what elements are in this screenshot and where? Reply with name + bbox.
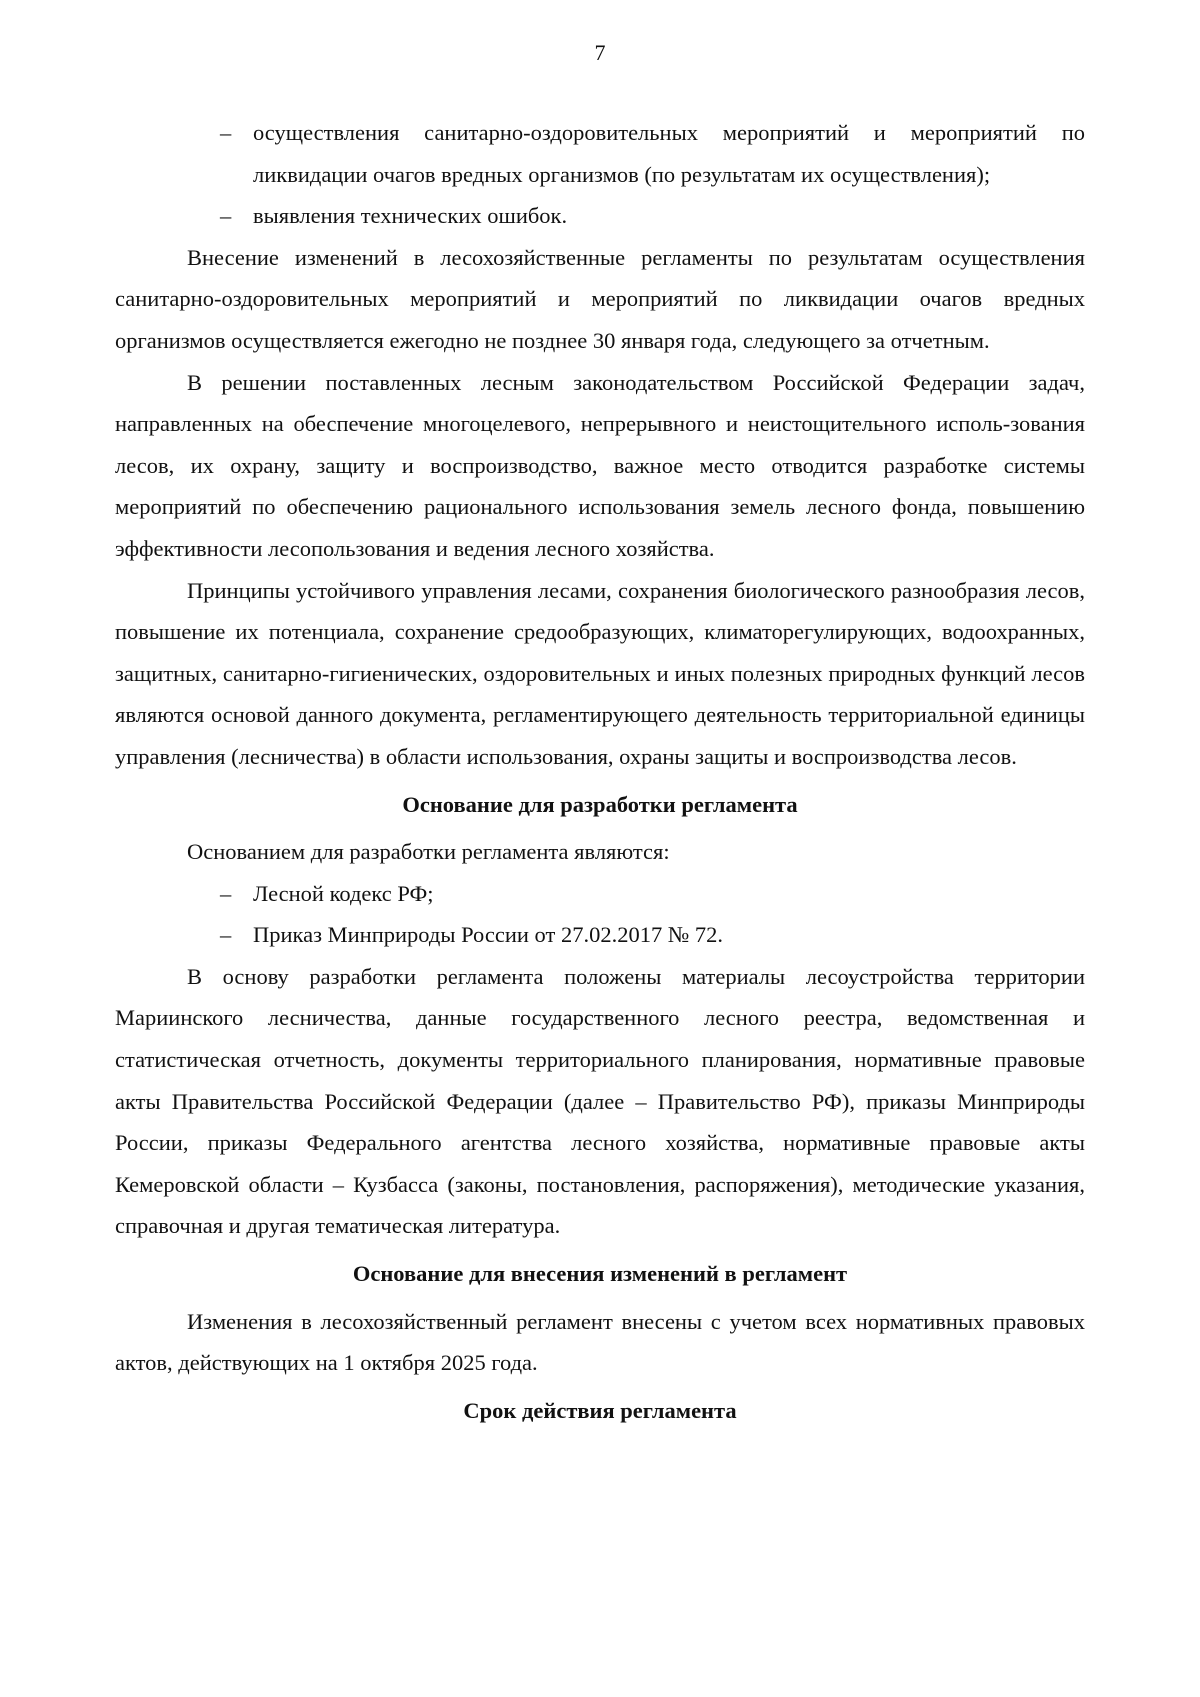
page-content	[115, 112, 1085, 1431]
body-paragraph: Изменения в лесохозяйственный регламент внесены с учетом всех нормативных правовых актов, действующих на 1 октября 2025 года.	[115, 1308, 1085, 1376]
bullet-dash: –	[220, 120, 232, 145]
bullet-text: осуществления санитарно-оздоровительных мероприятий и мероприятий по ликвидации очагов вредных организмов (по результатам их осуществления);	[253, 120, 1085, 187]
bullet-text: выявления технических ошибок.	[253, 203, 568, 229]
body-paragraph: Внесение изменений в лесохозяйственные регламенты по результатам осуществления санитарно-оздоровительных мероприятий и мероприятий по ликвидации очагов вредных организмов осуществляется ежегодно не позднее 30 января года, следующего за отчетным.	[115, 244, 1085, 353]
section-heading: Основание для внесения изменений в регламент	[352, 1261, 848, 1287]
bullet-item	[115, 914, 1085, 956]
bullet-item	[115, 195, 1085, 237]
body-paragraph: Принципы устойчивого управления лесами, сохранения биологического разнообразия лесов, повышение их потенциала, сохранение средообразующих, климаторегулирующих, водоохранных, защитных, санитарно-гигиенических, оздоровительных и иных полезных природных функций лесов являются основой данного документа, регламентирующего деятельность территориальной единицы управления (лесничества) в области использования, охраны защиты и воспроизводства лесов.	[115, 577, 1085, 769]
bullet-text: Приказ Минприроды России от 27.02.2017 № 72.	[253, 922, 724, 948]
bullet-item	[115, 873, 1085, 915]
page-number: 7	[594, 40, 606, 65]
bullet-dash: –	[220, 880, 232, 906]
body-paragraph: В основу разработки регламента положены материалы лесоустройства территории Мариинского лесничества, данные государственного лесного реестра, ведомственная и статистическая отчетность, документы территориального планирования, нормативные правовые акты Правительства Российской Федерации (далее – Правительство РФ), приказы Минприроды России, приказы Федерального агентства лесного хозяйства, нормативные правовые акты Кемеровской области – Кузбасса (законы, постановления, распоряжения), методические указания, справочная и другая тематическая литература.	[115, 963, 1085, 1239]
section-heading: Основание для разработки регламента	[402, 791, 798, 817]
bullet-text: Лесной кодекс РФ;	[253, 880, 434, 906]
section-heading: Срок действия регламента	[463, 1397, 737, 1423]
bullet-dash: –	[220, 203, 232, 229]
body-paragraph: Основанием для разработки регламента являются:	[187, 839, 670, 865]
bullet-dash: –	[220, 922, 232, 948]
bullet-item	[115, 112, 1085, 195]
body-paragraph: В решении поставленных лесным законодательством Российской Федерации задач, направленных на обеспечение многоцелевого, непрерывного и неистощительного исполь-зования лесов, их охрану, защиту и воспроизводство, важное место отводится разработке системы мероприятий по обеспечению рационального использования земель лесного фонда, повышению эффективности лесопользования и ведения лесного хозяйства.	[115, 369, 1085, 561]
